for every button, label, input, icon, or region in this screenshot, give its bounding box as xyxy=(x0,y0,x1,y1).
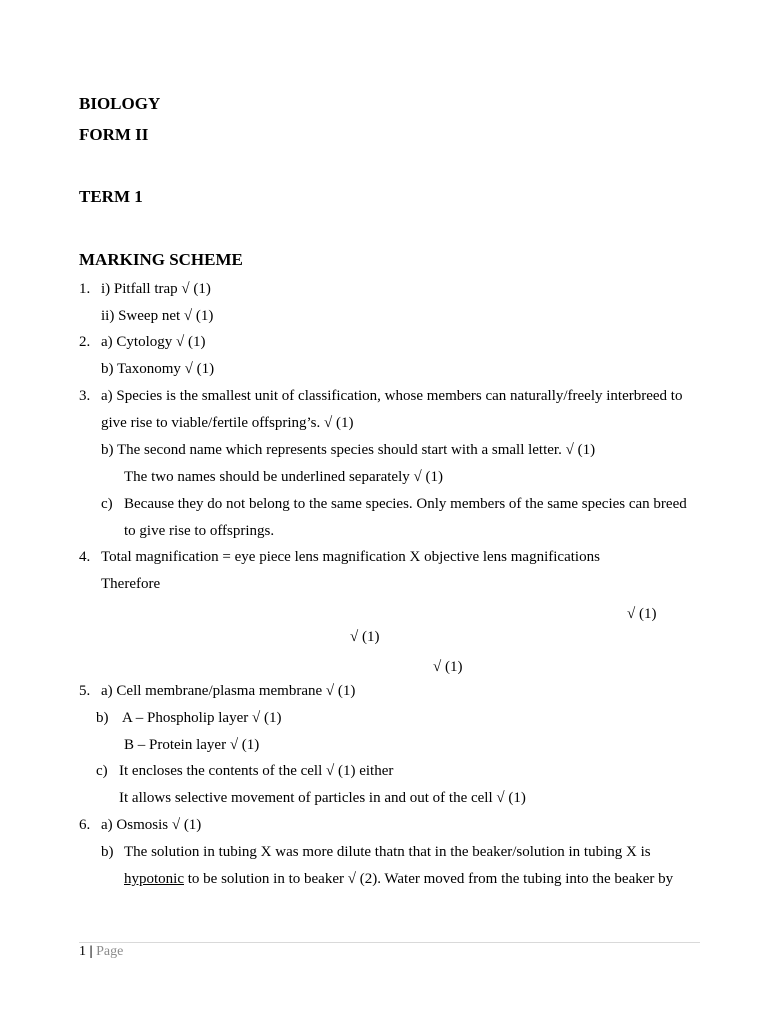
answer-line: b) Taxonomy √ (1) xyxy=(101,361,215,377)
answer-line: a) Cell membrane/plasma membrane √ (1) xyxy=(101,683,356,699)
answer-line: a) Cytology √ (1) xyxy=(101,334,206,350)
sub-label: b) xyxy=(101,844,114,860)
answer-line: i) Pitfall trap √ (1) xyxy=(101,281,211,297)
sub-label: b) xyxy=(96,710,109,726)
answer-line: Total magnification = eye piece lens magnification X objective lens magnifications xyxy=(101,549,600,565)
answer-line: ii) Sweep net √ (1) xyxy=(101,308,214,324)
question-number: 2. xyxy=(79,334,91,350)
subject-heading: BIOLOGY xyxy=(79,94,161,113)
marking-scheme-heading: MARKING SCHEME xyxy=(79,250,243,269)
sub-label: c) xyxy=(96,763,108,779)
question-number: 5. xyxy=(79,683,91,699)
answer-line: Because they do not belong to the same species. Only members of the same species can breed xyxy=(124,496,687,512)
mark-tick: √ (1) xyxy=(433,659,463,675)
answer-line: B – Protein layer √ (1) xyxy=(124,737,260,753)
answer-line: a) Osmosis √ (1) xyxy=(101,817,202,833)
answer-line: It encloses the contents of the cell √ (1) either xyxy=(119,763,394,779)
question-number: 3. xyxy=(79,388,91,404)
answer-line: to give rise to offsprings. xyxy=(124,523,275,539)
answer-line: give rise to viable/fertile offspring’s. √ (1) xyxy=(101,415,354,431)
form-heading: FORM II xyxy=(79,125,149,144)
answer-line: It allows selective movement of particles in and out of the cell √ (1) xyxy=(119,790,526,806)
answer-line: b) The second name which represents species should start with a small letter. √ (1) xyxy=(101,442,596,458)
term-heading: TERM 1 xyxy=(79,187,143,206)
footer-divider xyxy=(79,942,700,943)
page-label: Page xyxy=(96,944,124,959)
answer-line xyxy=(124,871,673,888)
answer-line: Therefore xyxy=(101,576,161,592)
question-number: 1. xyxy=(79,281,91,297)
answer-line: a) Species is the smallest unit of classification, whose members can naturally/freely interbreed to xyxy=(101,388,683,404)
sub-label: c) xyxy=(101,496,113,512)
mark-tick: √ (1) xyxy=(627,606,657,622)
answer-line: The two names should be underlined separately √ (1) xyxy=(124,469,443,485)
page-footer xyxy=(79,944,123,960)
answer-line-rest: to be solution in to beaker √ (2). Water moved from the tubing into the beaker by xyxy=(184,871,674,887)
question-number: 6. xyxy=(79,817,91,833)
question-number: 4. xyxy=(79,549,91,565)
page-number: 1 xyxy=(79,944,86,959)
answer-line: The solution in tubing X was more dilute thatn that in the beaker/solution in tubing X is xyxy=(124,844,651,860)
answer-line: A – Phospholip layer √ (1) xyxy=(122,710,282,726)
underlined-term: hypotonic xyxy=(124,871,184,887)
mark-tick: √ (1) xyxy=(350,629,380,645)
footer-separator: | xyxy=(89,944,93,959)
